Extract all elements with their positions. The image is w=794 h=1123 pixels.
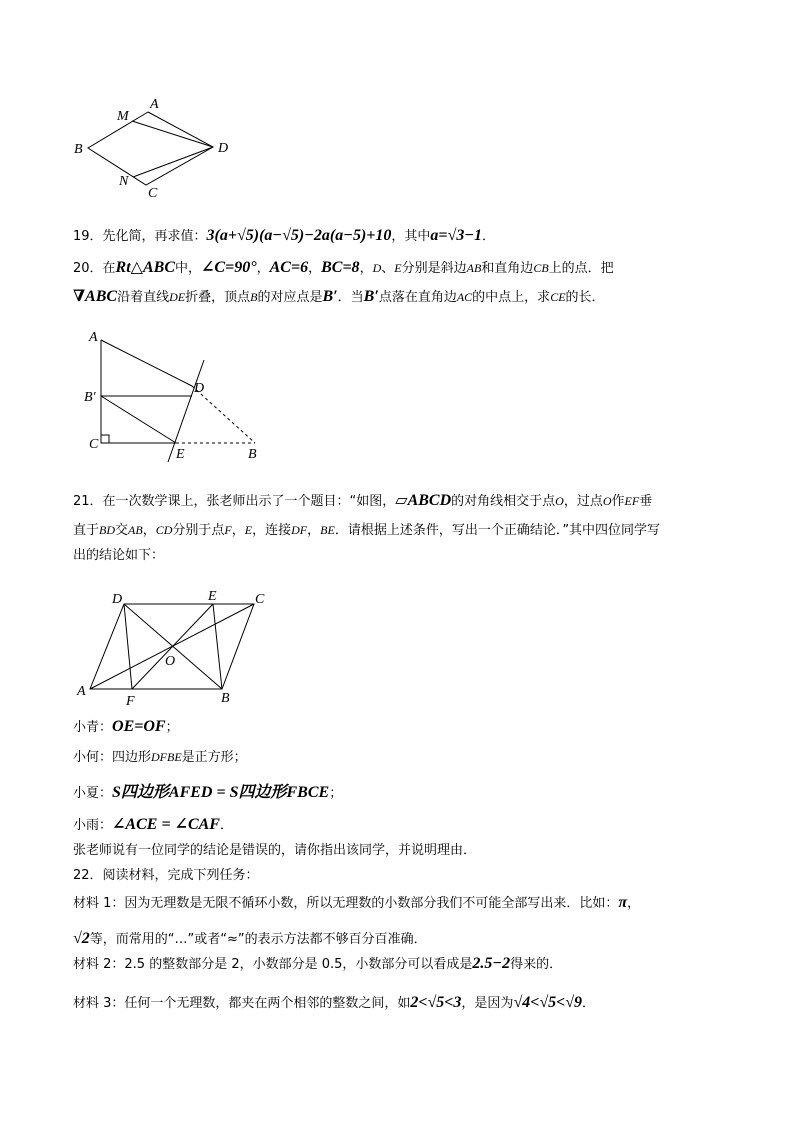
text-segment: 19．先化简，再求值：	[73, 229, 207, 244]
text-segment: 分别于点	[172, 523, 225, 538]
text-segment: 中，	[174, 261, 201, 276]
label-e: E	[176, 447, 185, 462]
text-segment: ，	[307, 523, 321, 538]
text-segment: 21．在一次数学课上，张老师出示了一个题目：“如图，	[73, 494, 396, 509]
text-segment: 材料 2：2.5 的整数部分是 2，小数部分是 0.5，小数部分可以看成是	[73, 957, 473, 972]
text-segment: ，	[308, 261, 322, 276]
text-line	[73, 259, 614, 278]
math-expression: B′	[363, 288, 379, 305]
text-segment: ，	[231, 523, 245, 538]
text-line	[73, 547, 164, 565]
text-line	[73, 955, 562, 974]
math-variable: E	[244, 523, 253, 537]
label-b-prime: B′	[84, 390, 96, 405]
label-b: B	[221, 691, 230, 706]
text-segment: 22．阅读材料，完成下列任务：	[73, 868, 259, 883]
text-segment: 的对应点是	[257, 290, 323, 305]
text-segment: 点落在直角边	[378, 290, 457, 305]
math-expression: 3(a+√5)(a−√5)−2a(a−5)+10	[206, 227, 392, 244]
text-segment: 出的结论如下：	[73, 548, 165, 563]
math-expression: √4<√5<√9	[513, 994, 583, 1011]
math-expression: Rt△ABC	[115, 259, 175, 276]
label-d: D	[112, 592, 123, 607]
math-variable: AB	[466, 261, 482, 275]
math-variable: CD	[155, 523, 173, 537]
figure-rhombus	[88, 112, 213, 185]
label-c: C	[255, 592, 265, 607]
text-segment: ，	[256, 261, 270, 276]
text-line	[73, 748, 247, 767]
math-variable: BE	[320, 523, 335, 537]
math-variable: BD	[99, 523, 116, 537]
text-segment: 20．在	[73, 261, 116, 276]
math-variable: O	[602, 494, 612, 508]
text-segment: 的中点上，求	[472, 290, 551, 305]
math-expression: S四边形AFED = S四边形FBCE	[112, 784, 330, 801]
text-segment: ，过点	[563, 494, 603, 509]
math-variable: CB	[533, 261, 549, 275]
text-segment: ，	[627, 896, 641, 911]
text-segment: ，是因为	[461, 996, 514, 1011]
text-segment: 垂	[639, 494, 653, 509]
math-variable: EF	[624, 494, 640, 508]
text-segment: 上的点．把	[548, 261, 614, 276]
math-variable: O	[555, 494, 564, 508]
text-segment: ．请根据上述条件，写出一个正确结论．”其中四位同学写	[334, 523, 661, 538]
text-segment: ；	[329, 786, 343, 801]
text-segment: ．当	[337, 290, 364, 305]
math-expression: ∇ABC	[73, 288, 118, 305]
text-segment: ，连接	[252, 523, 292, 538]
math-expression: a=√3−1	[430, 227, 483, 244]
math-expression: 2<√5<3	[410, 994, 462, 1011]
text-segment: ；	[165, 720, 179, 735]
text-segment: ，其中	[391, 229, 431, 244]
label-a: A	[150, 97, 159, 112]
math-variable: F	[224, 523, 232, 537]
text-line	[73, 288, 605, 307]
text-line	[73, 842, 476, 860]
math-expression: ∠ACE = ∠CAF	[112, 816, 220, 833]
text-segment: ．	[482, 229, 496, 244]
label-d: D	[218, 141, 229, 156]
figure-fold-triangle	[101, 340, 255, 462]
math-expression: √2	[73, 930, 90, 947]
text-segment: 交	[115, 523, 129, 538]
math-expression: OE=OF	[112, 718, 166, 735]
text-line	[73, 492, 652, 511]
label-f: F	[126, 694, 135, 709]
text-segment: 的长．	[565, 290, 605, 305]
text-segment: 小青：	[73, 720, 113, 735]
text-line	[73, 930, 427, 949]
text-segment: 直于	[73, 523, 100, 538]
label-c: C	[89, 437, 99, 452]
label-a: A	[89, 330, 98, 345]
text-segment: 和直角边	[481, 261, 534, 276]
text-segment: 材料 1：因为无理数是无限不循环小数，所以无理数的小数部分我们不可能全部写出来．比如：	[73, 896, 619, 911]
text-segment: 作	[611, 494, 625, 509]
label-c: C	[148, 186, 158, 201]
label-n: N	[119, 174, 129, 189]
math-variable: B	[250, 290, 258, 304]
text-line	[73, 718, 179, 737]
math-variable: CE	[550, 290, 566, 304]
text-segment: 沿着直线	[117, 290, 170, 305]
math-expression: B′	[322, 288, 338, 305]
text-segment: 张老师说有一位同学的结论是错误的，请你指出该同学，并说明理由．	[73, 843, 477, 858]
text-line	[73, 994, 595, 1013]
label-e: E	[208, 589, 217, 604]
text-segment: 得来的．	[510, 957, 563, 972]
label-a: A	[77, 684, 86, 699]
math-expression: AC=6	[269, 259, 309, 276]
text-segment: ．	[582, 996, 596, 1011]
text-line	[73, 816, 233, 835]
math-variable: AB	[128, 523, 143, 537]
math-variable: DF	[291, 523, 308, 537]
text-segment: ，	[359, 261, 373, 276]
label-o: O	[165, 654, 176, 669]
text-segment: 折叠，顶点	[185, 290, 251, 305]
text-segment: 材料 3：任何一个无理数，都夹在两个相邻的整数之间，如	[73, 996, 411, 1011]
math-variable: E	[394, 261, 402, 275]
label-b: B	[248, 447, 257, 462]
text-line	[73, 521, 660, 540]
text-segment: 的对角线相交于点	[451, 494, 556, 509]
math-expression: BC=8	[321, 259, 360, 276]
text-segment: 、	[381, 261, 395, 276]
math-expression: ∠C=90°	[201, 259, 257, 276]
text-segment: 小夏：	[73, 786, 113, 801]
text-segment: 分别是斜边	[401, 261, 467, 276]
math-variable: DE	[169, 290, 186, 304]
math-expression: π	[618, 894, 628, 911]
label-m: M	[117, 109, 129, 124]
label-b: B	[74, 142, 83, 157]
text-segment: 小雨：	[73, 818, 113, 833]
text-segment: 等，而常用的“…”或者“≈”的表示方法都不够百分百准确．	[89, 932, 427, 947]
text-line	[73, 894, 640, 913]
math-variable: D	[372, 261, 382, 275]
math-expression: 2.5−2	[472, 955, 511, 972]
text-line	[73, 867, 259, 885]
text-line	[73, 784, 342, 803]
text-segment: ，	[142, 523, 156, 538]
text-segment: 是正方形；	[181, 750, 247, 765]
text-segment: 小何：四边形	[73, 750, 152, 765]
text-line	[73, 227, 495, 246]
figure-parallelogram	[90, 604, 254, 689]
label-d: D	[194, 381, 205, 396]
math-expression: ▱ABCD	[395, 492, 452, 509]
math-variable: DFBE	[151, 750, 182, 764]
text-segment: ．	[219, 818, 233, 833]
math-variable: AC	[456, 290, 473, 304]
